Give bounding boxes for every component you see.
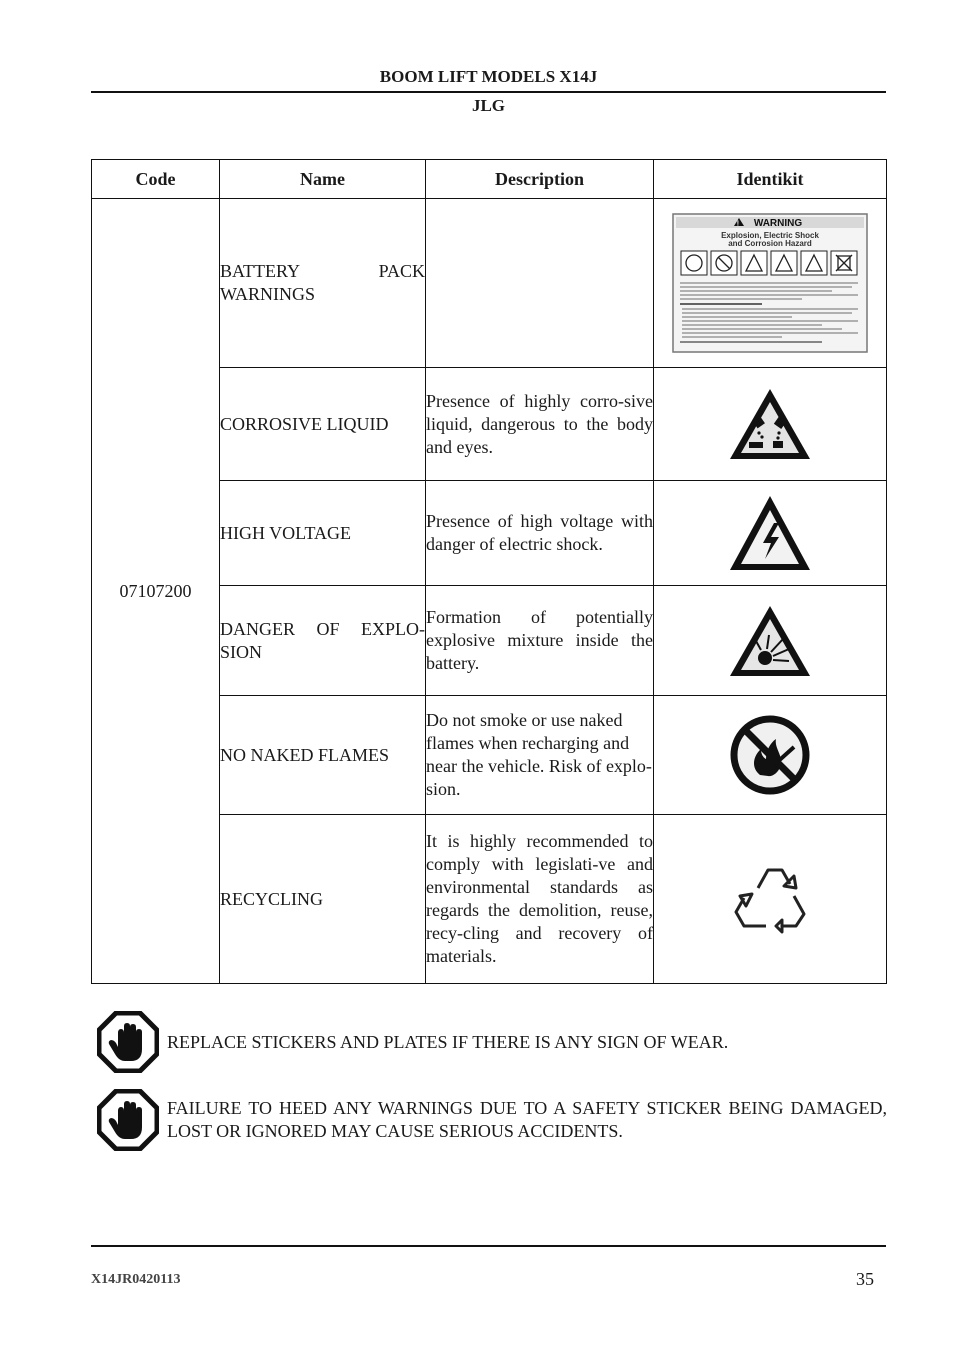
label-heading: WARNING xyxy=(753,218,803,229)
name-cell: HIGH VOLTAGE xyxy=(220,481,426,586)
table-row xyxy=(92,199,887,368)
stop-hand-icon xyxy=(97,1089,159,1151)
corrosive-warning-icon xyxy=(727,386,813,462)
description-cell xyxy=(426,199,654,368)
explosion-warning-icon xyxy=(727,603,813,679)
page-footer xyxy=(91,1245,886,1289)
column-header-identikit: Identikit xyxy=(654,160,887,199)
high-voltage-warning-icon xyxy=(727,493,813,573)
name-cell: RECYCLING xyxy=(220,815,426,984)
description-cell: It is highly recommended to comply with legislati-ve and environmental standards as regards the demolition, reuse, recy-cling and recovery of materials. xyxy=(426,815,654,984)
page-header xyxy=(91,64,886,117)
document-title: BOOM LIFT MODELS X14J xyxy=(379,67,598,86)
name-cell: BATTERY PACK WARNINGS xyxy=(220,199,426,368)
column-header-code: Code xyxy=(92,160,220,199)
column-header-name: Name xyxy=(220,160,426,199)
name-cell: NO NAKED FLAMES xyxy=(220,696,426,815)
footer-rule xyxy=(91,1245,886,1247)
svg-text:!: ! xyxy=(736,220,740,228)
page-number: 35 xyxy=(856,1269,874,1289)
notice-replace-stickers xyxy=(97,1011,887,1073)
table-header-row xyxy=(92,160,887,199)
no-flames-icon xyxy=(728,713,812,797)
identikit-cell xyxy=(654,696,887,815)
identikit-cell xyxy=(654,481,887,586)
notice-failure-warning xyxy=(97,1089,887,1151)
document-code: X14JR0420113 xyxy=(91,1272,181,1287)
sticker-table xyxy=(91,159,887,984)
identikit-cell xyxy=(654,815,887,984)
notice-text: FAILURE TO HEED ANY WARNINGS DUE TO A SAFETY STICKER BEING DAMAGED, LOST OR IGNORED MAY CAUSE SERIOUS ACCIDENTS. xyxy=(167,1098,887,1141)
description-cell: Presence of highly corro-sive liquid, dangerous to the body and eyes. xyxy=(426,368,654,481)
brand-name: JLG xyxy=(471,96,506,115)
identikit-cell xyxy=(654,586,887,696)
recycling-icon xyxy=(730,862,810,936)
notice-text: REPLACE STICKERS AND PLATES IF THERE IS ANY SIGN OF WEAR. xyxy=(167,1031,729,1052)
label-subheading-1: Explosion, Electric Shock xyxy=(721,231,819,240)
stop-hand-icon xyxy=(97,1011,159,1073)
identikit-cell xyxy=(654,199,887,368)
battery-warning-label-icon xyxy=(672,213,868,353)
description-cell: Presence of high voltage with danger of electric shock. xyxy=(426,481,654,586)
header-rule xyxy=(91,91,886,93)
name-cell: CORROSIVE LIQUID xyxy=(220,368,426,481)
name-cell: DANGER OF EXPLO-SION xyxy=(220,586,426,696)
description-cell: Do not smoke or use naked flames when recharging and near the vehicle. Risk of explo-sion. xyxy=(426,696,654,815)
identikit-cell xyxy=(654,368,887,481)
label-subheading-2: and Corrosion Hazard xyxy=(728,239,812,248)
description-cell: Formation of potentially explosive mixture inside the battery. xyxy=(426,586,654,696)
column-header-description: Description xyxy=(426,160,654,199)
code-cell: 07107200 xyxy=(92,199,220,984)
